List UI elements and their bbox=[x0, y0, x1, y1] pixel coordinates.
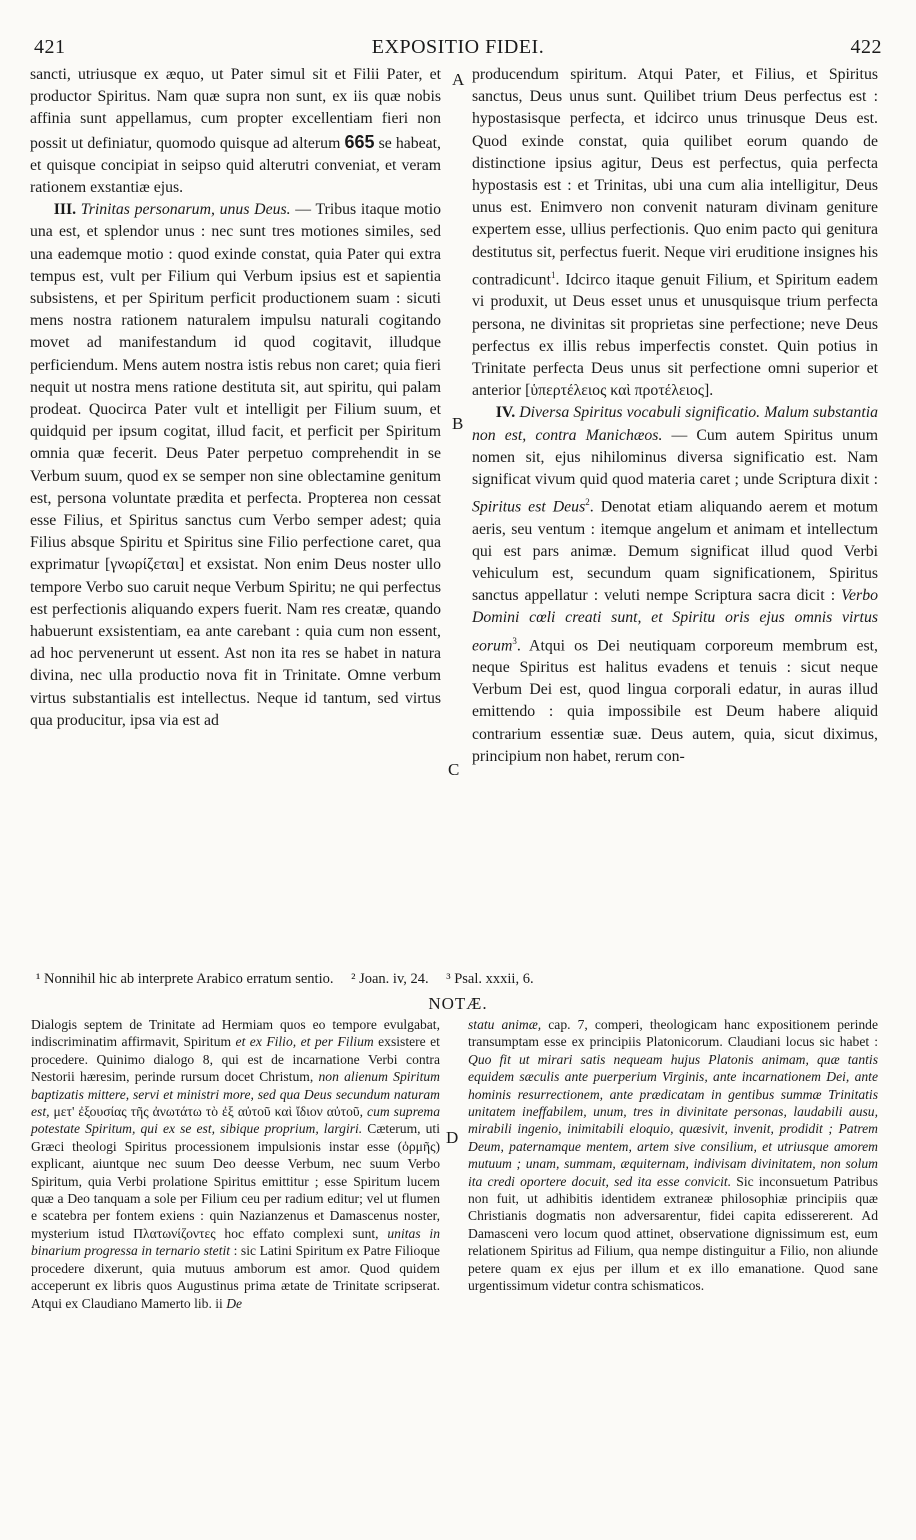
text-run: — Tribus itaque motio una est, et splendor unus : nec sunt tres motiones similes, sed una eademque motio : quod exinde constat, quia Pater qui extra tempus est, vult per Filium qui Verbum ipsius est et sapientia subsistens, et per Spiritum perficit productionem suam : sicuti mens nostra rationem naturalem impulsu naturali cogitando movet ad manifestandum id quod cogitavit, illudque perficiendum. Mens autem nostra istis rebus non caret; quia fieri nequit ut nostra mens ratione destituta sit, aut spiritu, qui palam prodeat. Quocirca Pater vult et intelligit per Filium suum, et quidquid per ipsum cogitat, illud facit, et perficit per Spiritum omnia quæ fecerit. Deus Pater perpetuo comprehendit in se Verbum suum, quod ex se semper non sine oblectamine genitum est, persona voluntate prædita et perfecta. Propterea non cessat esse Filius, et Spiritus sanctus cum Verbo semper adest; quia Filius absque Spiritu et Spiritus sine Filio perfectione caret, qua exprimatur bbox=[30, 201, 441, 574]
italic-run: statu animæ, bbox=[468, 1017, 542, 1032]
text-run: : sic Latini Spiritum ex Patre Filioque procedere dixerunt, quia mutuus amborum est amor. Quod quidem acceperunt ex libris quos Augustinus prima ætate de Trinitate scripserat. Atqui ex Claudiano Mamerto lib. ii bbox=[31, 1243, 440, 1311]
text-run: . Atqui os Dei neutiquam corporeum membrum est, neque Spiritus est halitus evadens et tenuis : sicut neque Verbum Dei est, quod lingua corporali edatur, in auras illud emittendo : quia impossibile est Deum habere aliquid contrarium essentiæ suæ. Deus autem, quia, sicut diximus, principium non habet, rerum con- bbox=[472, 636, 878, 765]
text-run: se habeat, et quisque concipiat in seipso quid alterutri conveniat, et veram rationem exstantiæ ejus. bbox=[30, 134, 442, 197]
section-title: Diversa Spiritus vocabuli significatio. Malum substantia non est, contra Manichæos. bbox=[472, 404, 878, 444]
section-title: Trinitas personarum, unus Deus. bbox=[80, 201, 291, 219]
note-paragraph bbox=[468, 1016, 878, 1295]
text-run: et exsistat. Non enim Deus noster ullo tempore Verbo suo caruit neque Verbum Spiritu; ne qui perfectus est perfectionis aliquando expers fuerit. Nam res creatæ, quando habuerunt exsistentiam, ea ante carebant : quia cum non essent, ad hoc pervenerunt ut essent. Ast non ita res se habet in natura divina, nec ulla productio nova fit in Trinitate. Omne verbum virtus substantialis est intellectus. Neque id tantum, sed virtus qua producitur, ipsa via est ad bbox=[30, 556, 442, 729]
footnote-1: ¹ Nonnihil hic ab interprete Arabico erratum sentio. bbox=[36, 971, 334, 987]
text-run: Dialogis septem de Trinitate ad Hermiam quos eo tempore evulgabat, indiscriminatim affirmavit, Spiritum bbox=[31, 1017, 440, 1050]
note-paragraph bbox=[31, 1016, 440, 1312]
text-run: producendum spiritum. Atqui Pater, et Filius, et Spiritus sanctus, Deus unus sunt. Quilibet trium Deus perfectus est : hypostasisque perfecta, et idcirco unus trinusque Deus est. Quod exinde constat, quia quilibet eorum quando de distinctione ipsius agitur, Deus est perfectus, quia perfecta hypostasis est : et Trinitas, ubi una cum alia intelligitur, Deus unus est. Enimvero non convenit naturam divinam geniture expertem esse, ullius perfectionis. Quo enim pacto qui genitura destitutus sit, perfectus fuerit. Neque viri eruditione insignes his contradicunt bbox=[472, 66, 878, 289]
italic-run: cum suprema potestate Spiritum, qui ex se est, sibique proprium, largiri. bbox=[31, 1104, 440, 1137]
footnotes bbox=[36, 971, 896, 988]
margin-letter-d: D bbox=[446, 1128, 459, 1147]
section-paragraph bbox=[472, 402, 878, 768]
margin-letter-b: B bbox=[452, 414, 464, 433]
greek-quote: Πλατωνίζοντες bbox=[133, 1225, 216, 1241]
notes-heading: NOTÆ. bbox=[428, 994, 488, 1013]
greek-quote: (ὁρμῆς) bbox=[397, 1138, 440, 1154]
margin-letter-a: A bbox=[452, 70, 465, 89]
text-run: Sic inconsuetum Patribus non fuit, ut adhibitis identidem extraneæ philosophiæ principiis quæ Christianis dogmatis non adversarentur, fidei capita edissererent. Ad Damasceni vero locum quod attinet, observatione dignissimum est, eum relationem Spiritus ad Filium, qua nempe distinguitur a Filio, non aliunde petere quam ex ejus per illum et ex illo emanatione. Quod sane urgentissimum videtur contra schismaticos. bbox=[468, 1173, 878, 1294]
text-run: Cæterum, uti Græci theologi Spiritus processionem impulsionis instar esse bbox=[31, 1121, 440, 1154]
left-text-column bbox=[30, 64, 441, 732]
notes-right-column bbox=[468, 1016, 878, 1295]
margin-letter-c: C bbox=[448, 760, 460, 779]
right-text-column bbox=[472, 64, 878, 768]
text-run: exsistere et procedere. Quinimo dialogo 8, qui est de incarnatione Verbi contra Nestorii hæresim, perinde rursum docet Christum, bbox=[31, 1034, 440, 1085]
italic-run: Quo fit ut mirari satis nequeam hujus Platonis animam, quæ tantis equidem sæculis ante puerperium Virginis, ante incarnationem Dei, ante hominis resurrectionem, ante prædicatam in gentibus summæ Trinitatis unitatem ineffabilem, unum, tres in divinitate personas, laudabili ausu, mirabili ingenio, inimitabili eloquio, quæsivit, invenit, prodidit ; Patrem Deum, paternamque mentem, artem sive consilium, et utriusque amorem mutuum ; unam, summam, æquiternam, indivisam divinitatem, non solum ita credi oportere docuit, sed ita esse convicit. bbox=[468, 1051, 878, 1189]
section-paragraph bbox=[30, 199, 441, 732]
greek-gloss: [γνωρίζεται] bbox=[104, 556, 185, 574]
greek-gloss: [ὑπερτέλειος καὶ προτέλειος]. bbox=[525, 382, 714, 400]
italic-run: De bbox=[226, 1295, 243, 1311]
paragraph bbox=[472, 64, 878, 402]
text-run: explicant, aiuntque nec suum Deo deesse Verbum, nec suum Verbo Spiritum, quia Verbi prolatione Spiritus emittitur ; esse Spiritum lucem quæ a Deo tanquam a sole per Filium ceu per radium editur; vel ut flumen e scatebra per fontem exiens : quin Nazianzenus et Damascenus noster, mysterium istud bbox=[31, 1156, 440, 1241]
footnote-ref: 3 bbox=[512, 635, 517, 646]
footnote-2: ² Joan. iv, 24. bbox=[351, 971, 429, 987]
scripture-quote: Spiritus est Deus bbox=[472, 498, 586, 516]
text-run: . Denotat etiam aliquando aerem et motum aeris, seu ventum : itemque angelum et animam et intellectum qui est pars animæ. Demum significat illud quod Verbi vehiculum est, secundum quam significationem, Spiritus sanctus appellatur : veluti nempe Scriptura sacra dicit : bbox=[472, 498, 878, 605]
running-title: EXPOSITIO FIDEI. bbox=[371, 36, 545, 58]
paragraph bbox=[30, 64, 441, 199]
footnote-ref: 1 bbox=[550, 269, 556, 280]
section-number: III. bbox=[53, 201, 77, 219]
section-number: IV. bbox=[495, 404, 516, 422]
footnote-ref: 2 bbox=[585, 497, 590, 508]
italic-run: non alienum Spiritum baptizatis mittere, servi et ministri more, sed qua Deus secundum naturam est, bbox=[31, 1069, 440, 1120]
running-header bbox=[28, 36, 888, 62]
page-number-right: 422 bbox=[850, 36, 882, 58]
greek-quote: μετ' ἐξουσίας τῆς ἀνωτάτω τὸ ἐξ αὐτοῦ καὶ ἴδιον αὐτοῦ, bbox=[53, 1104, 364, 1120]
notes-left-column bbox=[31, 1016, 440, 1312]
scripture-quote: Verbo Domini cœli creati sunt, et Spiritu oris ejus omnis virtus eorum bbox=[472, 587, 878, 654]
text-run: cap. 7, comperi, theologicam hanc expositionem perinde transumptam esse ex principiis Platonicorum. Claudiani locus sic habet : bbox=[468, 1017, 878, 1050]
page-number-left: 421 bbox=[34, 36, 66, 58]
italic-run: unitas in binarium progressa in ternario stetit bbox=[31, 1225, 440, 1259]
text-run: sancti, utriusque ex æquo, ut Pater simul sit et Filii Pater, et productor Spiritus. Nam quæ supra non sunt, ex iis quæ nobis affinia sunt appellamus, cum propter excellentiam fieri non possit ut definiatur, quomodo quisque ad alterum bbox=[30, 66, 441, 152]
italic-run: et ex Filio, et per Filium bbox=[235, 1034, 374, 1050]
column-number: 665 bbox=[344, 131, 375, 152]
text-run: . Idcirco itaque genuit Filium, et Spiritum eadem vi produxit, ut Deus esset unus et unusquisque trium perfecta persona, ne divinitas sit proprietas sine perfectione; neve Deus perfectus ex illis rebus imperfectis constet. Quin potius in Trinitate perfecta Deus unus sit perfectione omni superior et anterior bbox=[472, 271, 878, 400]
text-run: hoc effato complexi sunt, bbox=[224, 1225, 379, 1241]
text-run: — Cum autem Spiritus unum nomen sit, ejus nihilominus diversa significatio est. Nam significat vivum quid quod materia caret ; unde Scriptura dixit : bbox=[472, 426, 878, 488]
footnote-3: ³ Psal. xxxii, 6. bbox=[446, 971, 534, 987]
